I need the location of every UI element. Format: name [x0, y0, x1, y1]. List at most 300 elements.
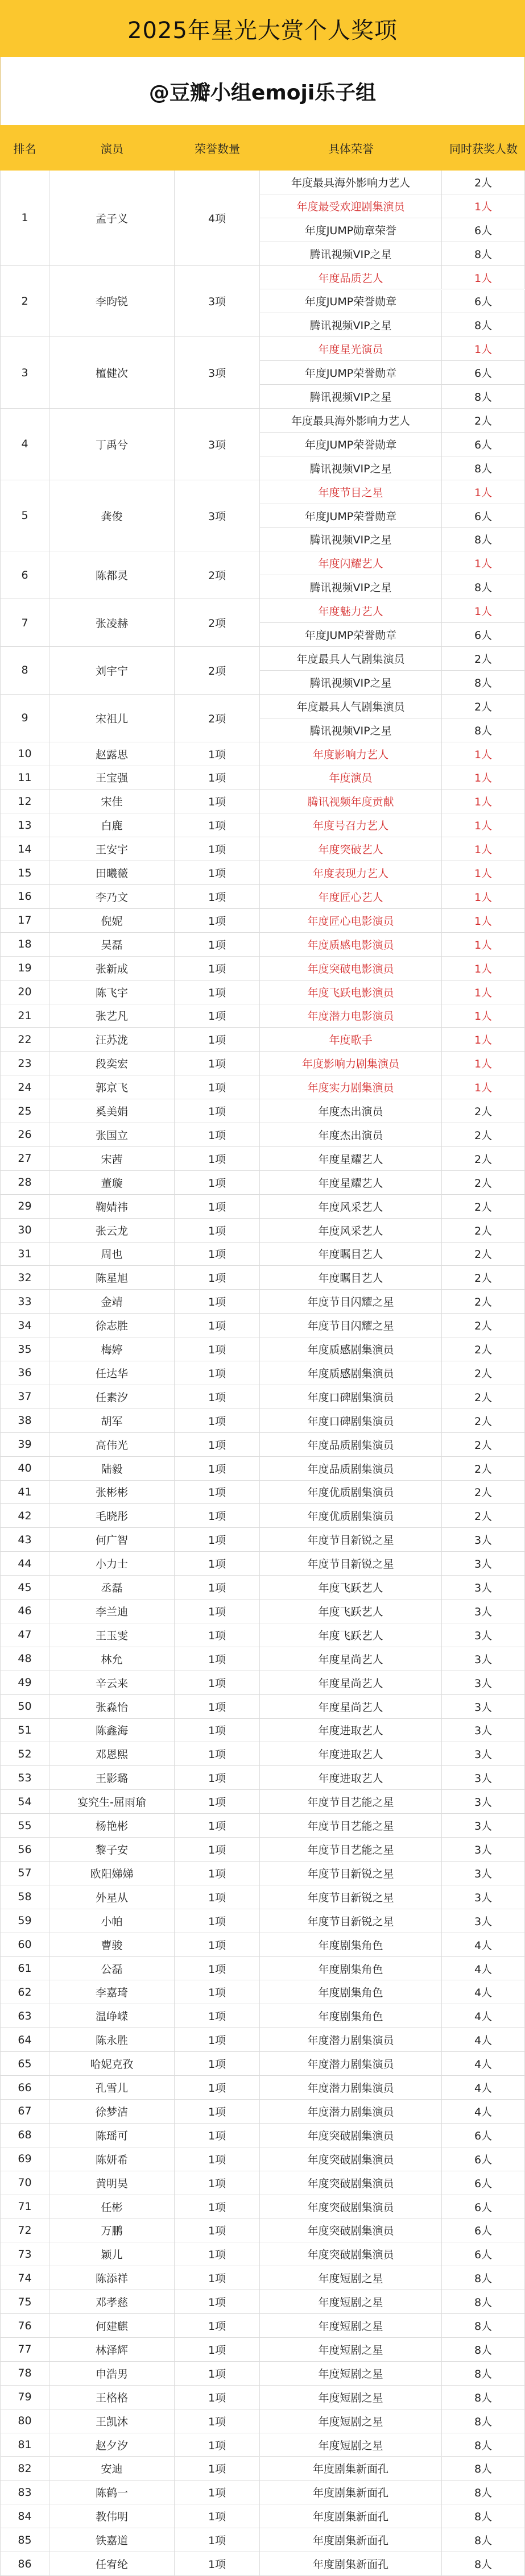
rank-cell: 16: [0, 885, 49, 909]
actor-cell: 林允: [49, 1647, 175, 1671]
count-cell: 1项: [175, 1576, 260, 1599]
actor-cell: 温峥嵘: [49, 2004, 175, 2028]
count-cell: 1项: [175, 2147, 260, 2171]
actor-cell: 吴磊: [49, 933, 175, 957]
rank-cell: 67: [0, 2100, 49, 2124]
winners-cell: 6人: [442, 433, 525, 456]
rank-cell: 70: [0, 2171, 49, 2195]
actor-cell: 陈鹤一: [49, 2481, 175, 2504]
winners-cell: 3人: [442, 1576, 525, 1599]
actor-cell: 何广智: [49, 1528, 175, 1552]
award-cell: 年度剧集新面孔: [260, 2504, 442, 2528]
rank-cell: 59: [0, 1909, 49, 1933]
award-cell: 年度瞩目艺人: [260, 1243, 442, 1266]
count-cell: 1项: [175, 2504, 260, 2528]
award-cell: 年度质感剧集演员: [260, 1337, 442, 1361]
award-cell: 年度演员: [260, 766, 442, 790]
count-cell: 1项: [175, 2552, 260, 2576]
rank-cell: 22: [0, 1028, 49, 1052]
winners-cell: 1人: [442, 957, 525, 980]
count-cell: 1项: [175, 1504, 260, 1528]
actor-cell: 宴究生-屈雨瑜: [49, 1790, 175, 1814]
count-cell: 1项: [175, 1457, 260, 1481]
winners-cell: 1人: [442, 980, 525, 1004]
winners-cell: 2人: [442, 409, 525, 433]
winners-cell: 1人: [442, 861, 525, 885]
award-cell: 年度节目新锐之星: [260, 1909, 442, 1933]
rank-cell: 8: [0, 647, 49, 695]
count-cell: 1项: [175, 1671, 260, 1695]
rank-cell: 7: [0, 599, 49, 647]
rank-cell: 55: [0, 1814, 49, 1838]
count-cell: 1项: [175, 1885, 260, 1909]
award-cell: 年度突破剧集演员: [260, 2195, 442, 2219]
winners-cell: 1人: [442, 1075, 525, 1099]
award-cell: 年度飞跃艺人: [260, 1576, 442, 1599]
actor-cell: 胡军: [49, 1409, 175, 1433]
rank-cell: 51: [0, 1719, 49, 1743]
actor-cell: 毛晓彤: [49, 1504, 175, 1528]
winners-cell: 8人: [442, 2504, 525, 2528]
rank-cell: 79: [0, 2386, 49, 2409]
award-cell: 年度影响力剧集演员: [260, 1052, 442, 1075]
award-cell: 年度节目之星: [260, 480, 442, 504]
winners-cell: 3人: [442, 1742, 525, 1766]
rank-cell: 71: [0, 2195, 49, 2219]
actor-cell: 铁嘉道: [49, 2528, 175, 2552]
award-cell: 年度节目闪耀之星: [260, 1314, 442, 1337]
count-cell: 1项: [175, 2528, 260, 2552]
actor-cell: 任宥纶: [49, 2552, 175, 2576]
actor-cell: 邓恩熙: [49, 1742, 175, 1766]
winners-cell: 6人: [442, 623, 525, 647]
award-cell: 年度优质剧集演员: [260, 1481, 442, 1505]
count-cell: 1项: [175, 1004, 260, 1028]
rank-cell: 75: [0, 2290, 49, 2314]
winners-cell: 2人: [442, 1195, 525, 1219]
actor-cell: 申浩男: [49, 2362, 175, 2386]
actor-cell: 万鹏: [49, 2218, 175, 2242]
award-cell: 腾讯视频VIP之星: [260, 528, 442, 552]
rank-cell: 49: [0, 1671, 49, 1695]
count-cell: 1项: [175, 1909, 260, 1933]
award-cell: 年度风采艺人: [260, 1195, 442, 1219]
rank-cell: 34: [0, 1314, 49, 1337]
count-cell: 1项: [175, 1243, 260, 1266]
count-cell: 1项: [175, 1528, 260, 1552]
award-cell: 年度潜力剧集演员: [260, 2028, 442, 2052]
count-cell: 1项: [175, 933, 260, 957]
rank-cell: 72: [0, 2218, 49, 2242]
winners-cell: 2人: [442, 1171, 525, 1195]
rank-cell: 80: [0, 2409, 49, 2433]
award-cell: 年度星尚艺人: [260, 1647, 442, 1671]
table-header: [0, 125, 525, 171]
winners-cell: 8人: [442, 2386, 525, 2409]
winners-cell: 8人: [442, 2338, 525, 2362]
count-cell: 1项: [175, 1766, 260, 1790]
count-cell: 2项: [175, 599, 260, 647]
count-cell: 1项: [175, 1147, 260, 1171]
actor-cell: 梅婷: [49, 1337, 175, 1361]
winners-cell: 1人: [442, 1052, 525, 1075]
winners-cell: 8人: [442, 575, 525, 599]
award-cell: 年度剧集角色: [260, 2004, 442, 2028]
award-cell: 年度突破剧集演员: [260, 2242, 442, 2266]
rank-cell: 6: [0, 551, 49, 599]
count-cell: 1项: [175, 2004, 260, 2028]
count-cell: 1项: [175, 1838, 260, 1862]
winners-cell: 2人: [442, 1099, 525, 1123]
winners-cell: 6人: [442, 290, 525, 314]
count-cell: 3项: [175, 337, 260, 409]
rank-cell: 37: [0, 1385, 49, 1409]
count-cell: 1项: [175, 2100, 260, 2124]
award-cell: 年度节目新锐之星: [260, 1552, 442, 1576]
award-cell: 年度品质剧集演员: [260, 1433, 442, 1457]
award-cell: 年度星耀艺人: [260, 1171, 442, 1195]
winners-cell: 8人: [442, 2528, 525, 2552]
winners-cell: 1人: [442, 813, 525, 837]
actor-cell: 奚美娟: [49, 1099, 175, 1123]
winners-cell: 8人: [442, 528, 525, 552]
count-cell: 1项: [175, 2266, 260, 2290]
award-cell: 年度星尚艺人: [260, 1695, 442, 1719]
winners-cell: 3人: [442, 1528, 525, 1552]
actor-cell: 金靖: [49, 1290, 175, 1314]
count-cell: 1项: [175, 2386, 260, 2409]
rank-cell: 14: [0, 837, 49, 861]
winners-cell: 3人: [442, 1790, 525, 1814]
rank-cell: 61: [0, 1957, 49, 1981]
award-cell: 年度杰出演员: [260, 1123, 442, 1147]
award-cell: 腾讯视频VIP之星: [260, 718, 442, 742]
count-cell: 1项: [175, 1481, 260, 1505]
page-title: 2025年星光大赏个人奖项: [0, 0, 525, 57]
award-cell: 年度节目新锐之星: [260, 1862, 442, 1885]
winners-cell: 2人: [442, 1123, 525, 1147]
rank-cell: 4: [0, 409, 49, 480]
actor-cell: 李嘉琦: [49, 1980, 175, 2004]
count-cell: 1项: [175, 2457, 260, 2481]
winners-cell: 6人: [442, 2218, 525, 2242]
actor-cell: 张凌赫: [49, 599, 175, 647]
winners-cell: 8人: [442, 385, 525, 409]
actor-cell: 赵夕汐: [49, 2433, 175, 2457]
rank-cell: 65: [0, 2052, 49, 2076]
winners-cell: 1人: [442, 1028, 525, 1052]
count-cell: 1项: [175, 2290, 260, 2314]
rank-cell: 41: [0, 1481, 49, 1505]
count-cell: 1项: [175, 885, 260, 909]
actor-cell: 汪苏泷: [49, 1028, 175, 1052]
award-cell: 年度歌手: [260, 1028, 442, 1052]
rank-cell: 44: [0, 1552, 49, 1576]
rank-cell: 76: [0, 2314, 49, 2338]
count-cell: 1项: [175, 980, 260, 1004]
count-cell: 1项: [175, 1123, 260, 1147]
award-cell: 年度剧集新面孔: [260, 2481, 442, 2504]
award-cell: 年度JUMP荣誉勋章: [260, 504, 442, 528]
rank-cell: 60: [0, 1933, 49, 1957]
rank-cell: 52: [0, 1742, 49, 1766]
count-cell: 2项: [175, 695, 260, 742]
winners-cell: 6人: [442, 2242, 525, 2266]
winners-cell: 6人: [442, 2124, 525, 2147]
actor-cell: 丁禹兮: [49, 409, 175, 480]
award-cell: 年度节目艺能之星: [260, 1790, 442, 1814]
count-cell: 1项: [175, 2171, 260, 2195]
count-cell: 1项: [175, 1195, 260, 1219]
count-cell: 1项: [175, 1290, 260, 1314]
winners-cell: 4人: [442, 2052, 525, 2076]
count-cell: 1项: [175, 2338, 260, 2362]
count-cell: 1项: [175, 1433, 260, 1457]
award-cell: 年度节目艺能之星: [260, 1814, 442, 1838]
actor-cell: 丞磊: [49, 1576, 175, 1599]
rank-cell: 53: [0, 1766, 49, 1790]
rank-cell: 81: [0, 2433, 49, 2457]
count-cell: 1项: [175, 2052, 260, 2076]
winners-cell: 3人: [442, 1647, 525, 1671]
winners-cell: 1人: [442, 933, 525, 957]
actor-cell: 宋祖儿: [49, 695, 175, 742]
winners-cell: 8人: [442, 2266, 525, 2290]
count-cell: 1项: [175, 2242, 260, 2266]
winners-cell: 8人: [442, 2457, 525, 2481]
rank-cell: 28: [0, 1171, 49, 1195]
award-cell: 年度短剧之星: [260, 2362, 442, 2386]
count-cell: 1项: [175, 1409, 260, 1433]
actor-cell: 王格格: [49, 2386, 175, 2409]
rank-cell: 13: [0, 813, 49, 837]
count-cell: 1项: [175, 1623, 260, 1647]
actor-cell: 段奕宏: [49, 1052, 175, 1075]
award-cell: 年度最具海外影响力艺人: [260, 409, 442, 433]
rank-cell: 45: [0, 1576, 49, 1599]
award-cell: 年度最受欢迎剧集演员: [260, 194, 442, 218]
actor-cell: 徐梦洁: [49, 2100, 175, 2124]
count-cell: 1项: [175, 1266, 260, 1290]
award-cell: 年度潜力电影演员: [260, 1004, 442, 1028]
rank-cell: 58: [0, 1885, 49, 1909]
rank-cell: 82: [0, 2457, 49, 2481]
rank-cell: 63: [0, 2004, 49, 2028]
rank-cell: 66: [0, 2076, 49, 2100]
count-cell: 2项: [175, 647, 260, 695]
winners-cell: 2人: [442, 1457, 525, 1481]
header-rank: 排名: [13, 142, 36, 156]
award-cell: 年度质感剧集演员: [260, 1361, 442, 1385]
actor-cell: 郭京飞: [49, 1075, 175, 1099]
winners-cell: 1人: [442, 742, 525, 766]
header-count: 荣誉数量: [195, 142, 240, 156]
award-cell: 年度短剧之星: [260, 2266, 442, 2290]
count-cell: 1项: [175, 2481, 260, 2504]
actor-cell: 周也: [49, 1243, 175, 1266]
rank-cell: 83: [0, 2481, 49, 2504]
actor-cell: 檀健次: [49, 337, 175, 409]
rank-cell: 32: [0, 1266, 49, 1290]
award-cell: 年度匠心艺人: [260, 885, 442, 909]
rank-cell: 47: [0, 1623, 49, 1647]
rank-cell: 12: [0, 790, 49, 813]
header-winners: 同时获奖人数: [449, 142, 518, 156]
award-cell: 年度突破剧集演员: [260, 2171, 442, 2195]
count-cell: 1项: [175, 861, 260, 885]
count-cell: 1项: [175, 1171, 260, 1195]
count-cell: 1项: [175, 1052, 260, 1075]
author-credit: @豆瓣小组emoji乐子组: [0, 57, 525, 125]
winners-cell: 1人: [442, 790, 525, 813]
winners-cell: 6人: [442, 218, 525, 242]
count-cell: 1项: [175, 1862, 260, 1885]
award-cell: 年度短剧之星: [260, 2409, 442, 2433]
rank-cell: 1: [0, 171, 49, 266]
award-cell: 年度突破剧集演员: [260, 2124, 442, 2147]
winners-cell: 2人: [442, 1337, 525, 1361]
count-cell: 1项: [175, 1099, 260, 1123]
award-cell: 年度瞩目艺人: [260, 1266, 442, 1290]
actor-cell: 外星从: [49, 1885, 175, 1909]
award-cell: 年度品质艺人: [260, 266, 442, 290]
winners-cell: 3人: [442, 1552, 525, 1576]
winners-cell: 1人: [442, 837, 525, 861]
winners-cell: 6人: [442, 2195, 525, 2219]
count-cell: 1项: [175, 2433, 260, 2457]
actor-cell: 倪妮: [49, 909, 175, 933]
rank-cell: 19: [0, 957, 49, 980]
rank-cell: 62: [0, 1980, 49, 2004]
award-cell: 腾讯视频年度贡献: [260, 790, 442, 813]
winners-cell: 2人: [442, 1147, 525, 1171]
winners-cell: 8人: [442, 2290, 525, 2314]
winners-cell: 8人: [442, 456, 525, 480]
winners-cell: 1人: [442, 1004, 525, 1028]
count-cell: 1项: [175, 1075, 260, 1099]
winners-cell: 8人: [442, 2362, 525, 2386]
rank-cell: 48: [0, 1647, 49, 1671]
actor-cell: 李昀锐: [49, 266, 175, 338]
rank-cell: 42: [0, 1504, 49, 1528]
rank-cell: 20: [0, 980, 49, 1004]
actor-cell: 李乃文: [49, 885, 175, 909]
rank-cell: 21: [0, 1004, 49, 1028]
actor-cell: 王凯沐: [49, 2409, 175, 2433]
award-cell: 年度突破剧集演员: [260, 2218, 442, 2242]
award-cell: 年度突破电影演员: [260, 957, 442, 980]
winners-cell: 8人: [442, 718, 525, 742]
winners-cell: 2人: [442, 695, 525, 718]
winners-cell: 1人: [442, 337, 525, 361]
award-cell: 年度口碑剧集演员: [260, 1409, 442, 1433]
actor-cell: 杨艳彬: [49, 1814, 175, 1838]
actor-cell: 陈飞宇: [49, 980, 175, 1004]
actor-cell: 张国立: [49, 1123, 175, 1147]
actor-cell: 任素汐: [49, 1385, 175, 1409]
count-cell: 1项: [175, 2195, 260, 2219]
winners-cell: 2人: [442, 647, 525, 671]
count-cell: 2项: [175, 551, 260, 599]
rank-cell: 50: [0, 1695, 49, 1719]
actor-cell: 田曦薇: [49, 861, 175, 885]
winners-cell: 1人: [442, 766, 525, 790]
rank-cell: 36: [0, 1361, 49, 1385]
rank-cell: 33: [0, 1290, 49, 1314]
actor-cell: 赵露思: [49, 742, 175, 766]
winners-cell: 6人: [442, 2171, 525, 2195]
rank-cell: 84: [0, 2504, 49, 2528]
actor-cell: 龚俊: [49, 480, 175, 552]
award-cell: 腾讯视频VIP之星: [260, 385, 442, 409]
count-cell: 1项: [175, 1599, 260, 1623]
count-cell: 1项: [175, 1219, 260, 1243]
rank-cell: 5: [0, 480, 49, 552]
count-cell: 1项: [175, 1552, 260, 1576]
winners-cell: 4人: [442, 2028, 525, 2052]
actor-cell: 刘宇宁: [49, 647, 175, 695]
count-cell: 1项: [175, 766, 260, 790]
award-cell: 年度进取艺人: [260, 1766, 442, 1790]
winners-cell: 3人: [442, 1885, 525, 1909]
award-cell: 年度剧集角色: [260, 1980, 442, 2004]
award-cell: 年度JUMP荣誉勋章: [260, 623, 442, 647]
award-cell: 年度飞跃电影演员: [260, 980, 442, 1004]
award-cell: 腾讯视频VIP之星: [260, 456, 442, 480]
actor-cell: 高伟光: [49, 1433, 175, 1457]
actor-cell: 安迪: [49, 2457, 175, 2481]
actor-cell: 黄明昊: [49, 2171, 175, 2195]
rank-cell: 27: [0, 1147, 49, 1171]
award-cell: 年度JUMP荣誉勋章: [260, 433, 442, 456]
rank-cell: 30: [0, 1219, 49, 1243]
award-cell: 年度口碑剧集演员: [260, 1385, 442, 1409]
actor-cell: 徐志胜: [49, 1314, 175, 1337]
count-cell: 1项: [175, 2124, 260, 2147]
actor-cell: 王宝强: [49, 766, 175, 790]
rank-cell: 29: [0, 1195, 49, 1219]
award-cell: 腾讯视频VIP之星: [260, 313, 442, 337]
award-cell: 年度杰出演员: [260, 1099, 442, 1123]
rank-cell: 23: [0, 1052, 49, 1075]
count-cell: 1项: [175, 2028, 260, 2052]
actor-cell: 陈瑶可: [49, 2124, 175, 2147]
actor-cell: 邓孝慈: [49, 2290, 175, 2314]
winners-cell: 3人: [442, 1695, 525, 1719]
award-cell: 年度节目艺能之星: [260, 1838, 442, 1862]
actor-cell: 张云龙: [49, 1219, 175, 1243]
rank-cell: 73: [0, 2242, 49, 2266]
actor-cell: 董璇: [49, 1171, 175, 1195]
award-cell: 年度最具人气剧集演员: [260, 647, 442, 671]
count-cell: 3项: [175, 480, 260, 552]
count-cell: 1项: [175, 1814, 260, 1838]
winners-cell: 3人: [442, 1862, 525, 1885]
count-cell: 1项: [175, 1695, 260, 1719]
winners-cell: 1人: [442, 194, 525, 218]
actor-cell: 孔雪儿: [49, 2076, 175, 2100]
actor-cell: 李兰迪: [49, 1599, 175, 1623]
award-cell: 年度品质剧集演员: [260, 1457, 442, 1481]
count-cell: 4项: [175, 171, 260, 266]
winners-cell: 3人: [442, 1766, 525, 1790]
rank-cell: 35: [0, 1337, 49, 1361]
winners-cell: 3人: [442, 1599, 525, 1623]
award-cell: 年度突破艺人: [260, 837, 442, 861]
winners-cell: 8人: [442, 2314, 525, 2338]
rank-cell: 43: [0, 1528, 49, 1552]
winners-cell: 2人: [442, 1361, 525, 1385]
